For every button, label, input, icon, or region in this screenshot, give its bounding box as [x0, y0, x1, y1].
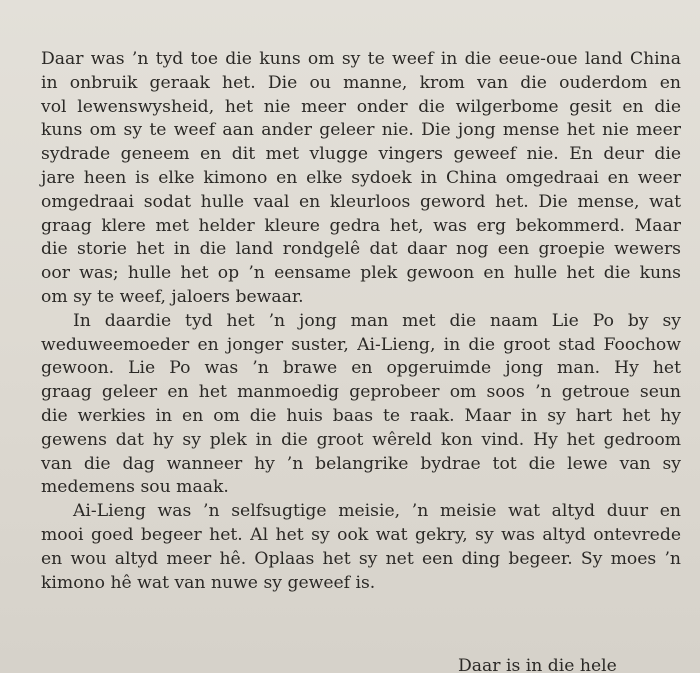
body-text: [41, 48, 681, 595]
text-line: sydrade geneem en dit met vlugge vingers geweef nie. En deur die: [41, 144, 681, 165]
text-line: en wou altyd meer hê. Oplaas het sy net een ding begeer. Sy moes ’n: [41, 548, 681, 569]
text-line: graag klere met helder kleure gedra het, was erg bekommerd. Maar: [41, 215, 681, 236]
text-line: vol lewenswysheid, het nie meer onder die wilgerbome gesit en die: [41, 96, 681, 117]
text-line: Daar was ’n tyd toe die kuns om sy te weef in die eeue-oue land China: [41, 49, 681, 69]
text-line: die storie het in die land rondgelê dat daar nog een groepie wewers: [41, 239, 681, 260]
text-line: die werkies in en om die huis baas te raak. Maar in sy hart het hy: [41, 405, 681, 426]
text-line: jare heen is elke kimono en elke sydoek in China omgedraai en weer: [41, 167, 681, 188]
text-line: Ai-Lieng was ’n selfsugtige meisie, ’n meisie wat altyd duur en: [73, 501, 681, 522]
text-line: medemens sou maak.: [41, 477, 229, 498]
text-line: kuns om sy te weef aan ander geleer nie. Die jong mense het nie meer: [41, 120, 681, 141]
text-line: graag geleer en het manmoedig geprobeer om soos ’n getroue seun: [41, 382, 681, 403]
text-line: weduweemoeder en jonger suster, Ai-Lieng, in die groot stad Foochow: [41, 334, 681, 355]
cut-off-line-fragment: Daar is in die hele: [458, 656, 617, 673]
text-line: oor was; hulle het op ’n eensame plek gewoon en hulle het die kuns: [41, 263, 681, 284]
text-line: omgedraai sodat hulle vaal en kleurloos geword het. Die mense, wat: [41, 191, 681, 212]
text-line: gewens dat hy sy plek in die groot wêreld kon vind. Hy het gedroom: [41, 429, 681, 450]
text-line: van die dag wanneer hy ’n belangrike bydrae tot die lewe van sy: [41, 453, 681, 474]
text-line: in onbruik geraak het. Die ou manne, krom van die ouderdom en: [41, 72, 681, 93]
text-line: gewoon. Lie Po was ’n brawe en opgeruimde jong man. Hy het: [41, 358, 681, 379]
text-line: kimono hê wat van nuwe sy geweef is.: [41, 572, 376, 593]
text-line: mooi goed begeer het. Al het sy ook wat gekry, sy was altyd ontevrede: [41, 524, 681, 545]
text-line: In daardie tyd het ’n jong man met die naam Lie Po by sy: [73, 310, 681, 331]
text-line: om sy te weef, jaloers bewaar.: [41, 286, 304, 307]
